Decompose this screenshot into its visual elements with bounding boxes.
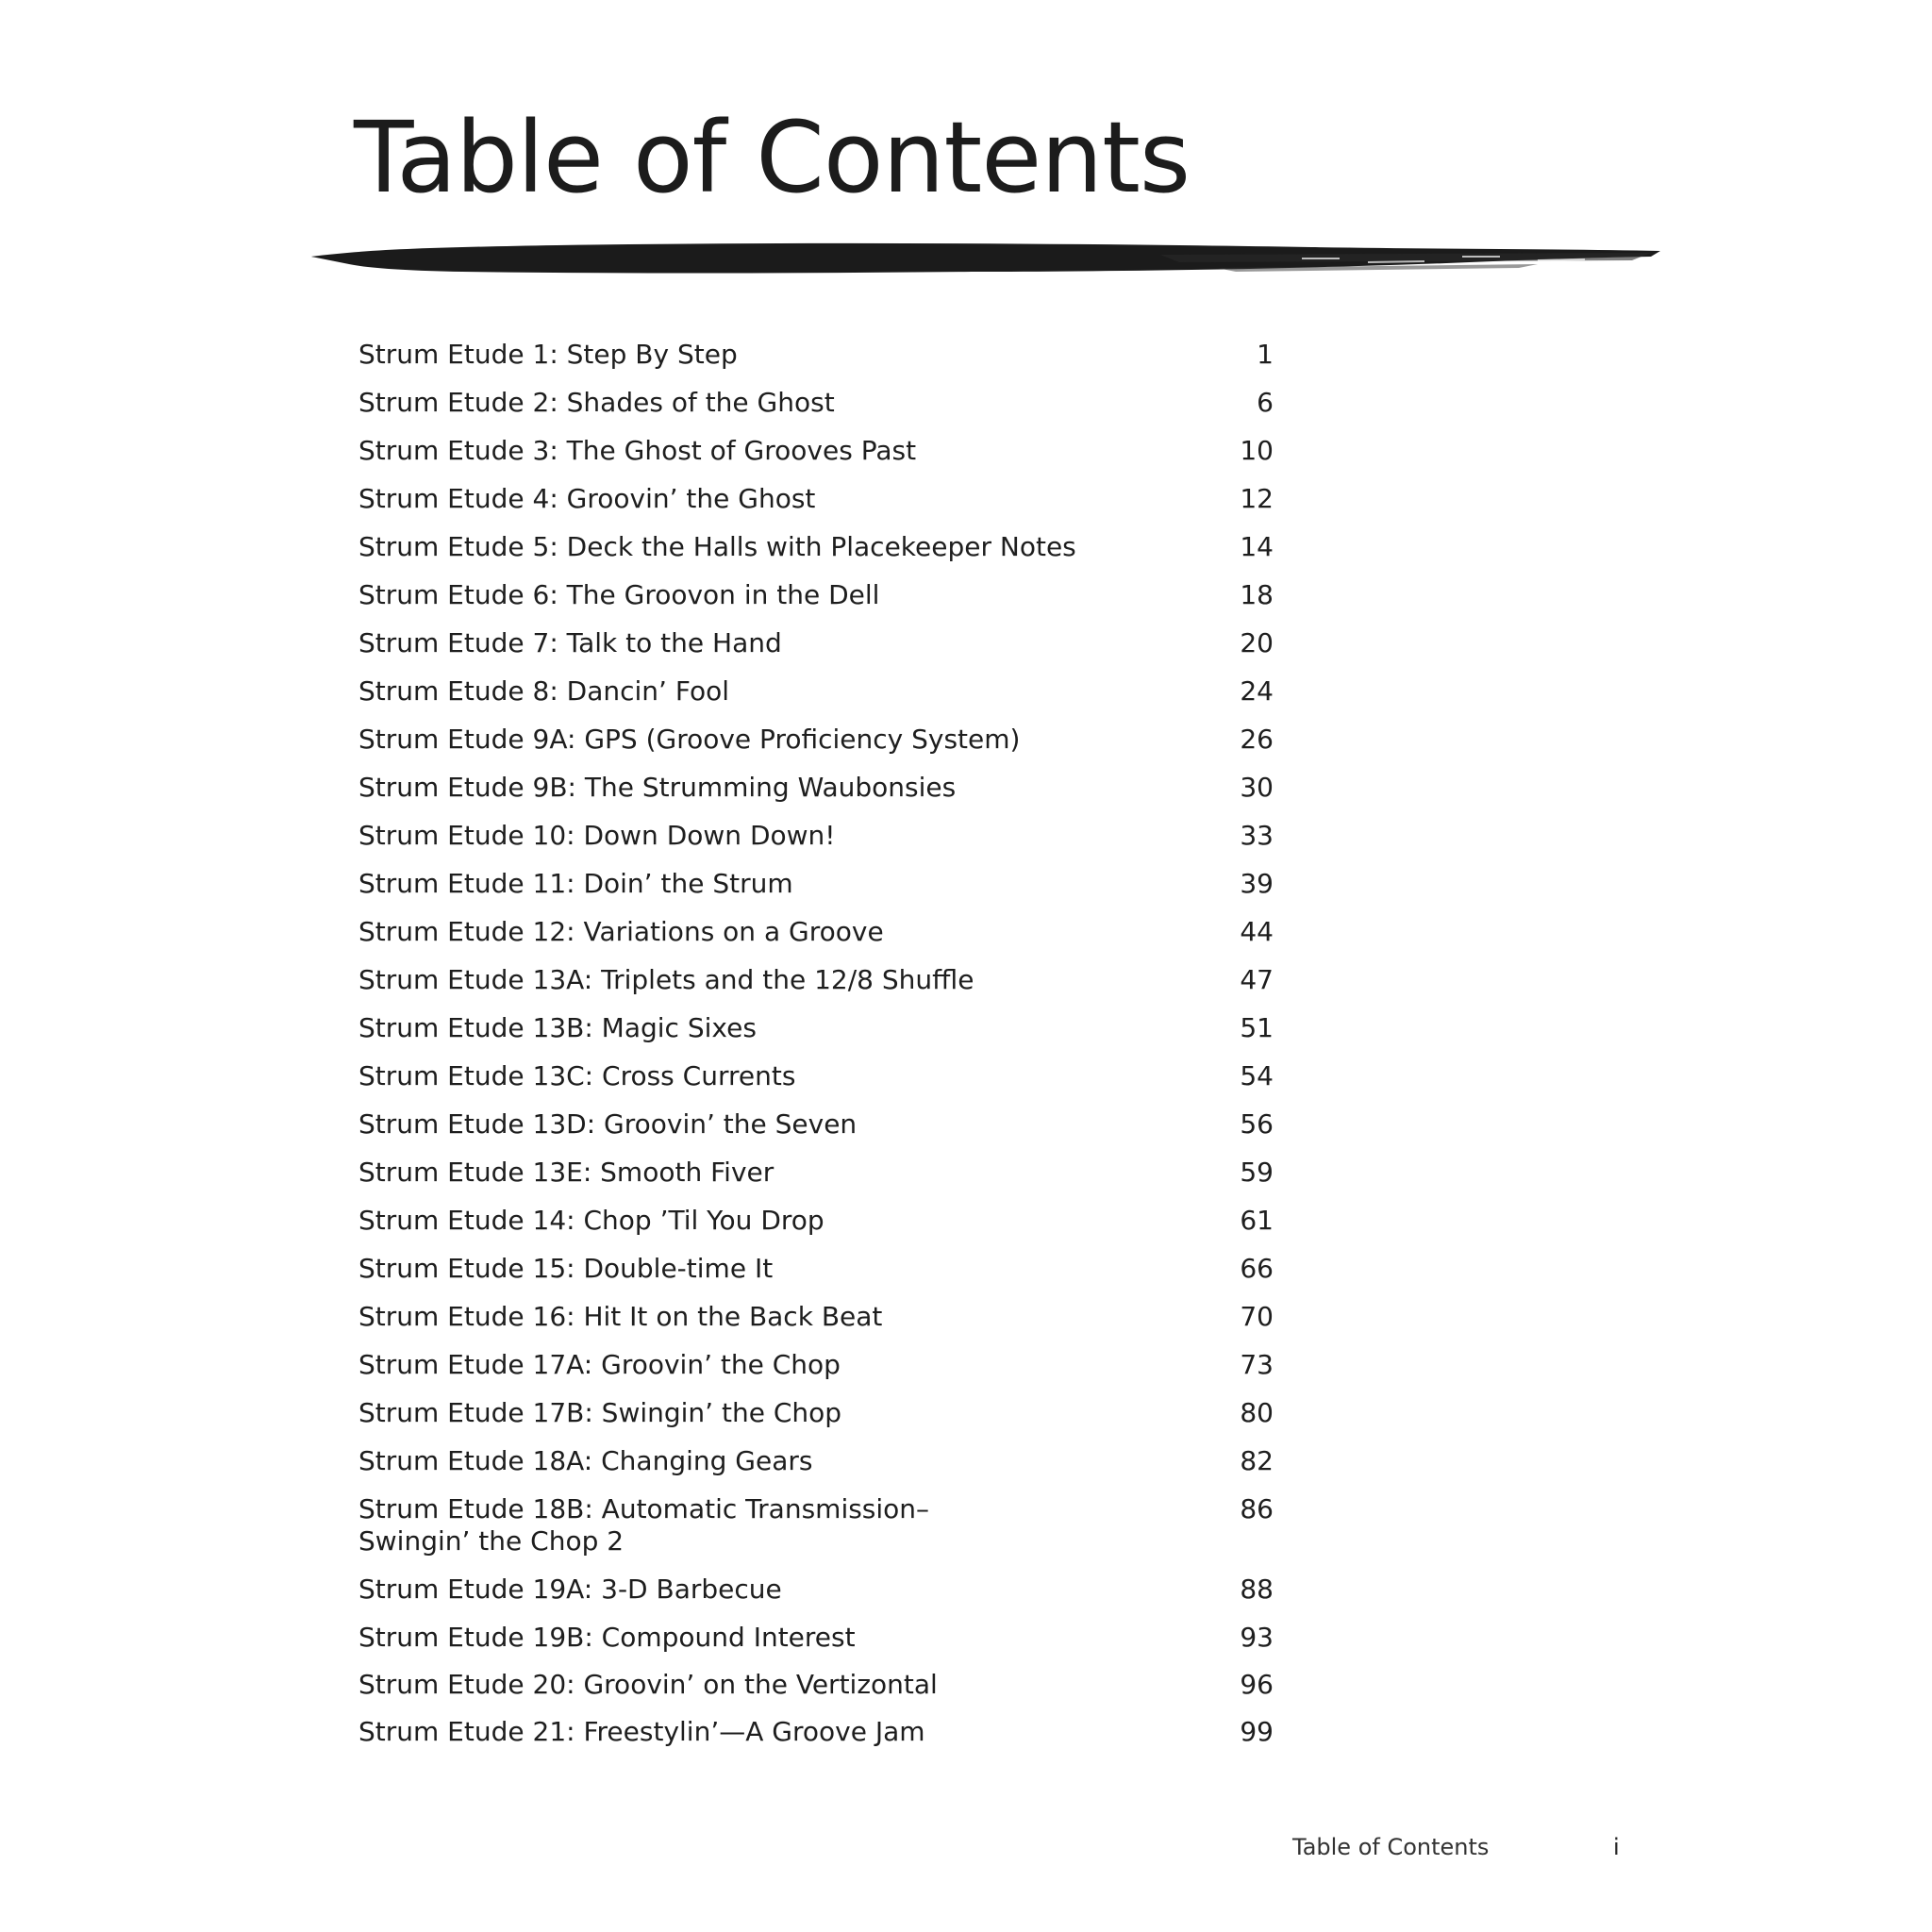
toc-entry[interactable] bbox=[358, 1253, 1274, 1298]
running-footer-label: Table of Contents bbox=[1292, 1834, 1490, 1860]
toc-entry[interactable] bbox=[358, 1157, 1274, 1202]
toc-entry-title: Strum Etude 11: Doin’ the Strum bbox=[358, 868, 793, 899]
toc-entry[interactable] bbox=[358, 435, 1274, 480]
toc-entry-title: Strum Etude 12: Variations on a Groove bbox=[358, 916, 884, 947]
toc-entry[interactable] bbox=[358, 964, 1274, 1009]
toc-entry[interactable] bbox=[358, 483, 1274, 528]
toc-entry[interactable] bbox=[358, 1108, 1274, 1154]
toc-entry[interactable] bbox=[358, 387, 1274, 432]
toc-entry-title: Strum Etude 19B: Compound Interest bbox=[358, 1622, 856, 1653]
toc-entry-page: 6 bbox=[1257, 387, 1274, 418]
toc-entry-title: Strum Etude 13D: Groovin’ the Seven bbox=[358, 1108, 858, 1140]
toc-entry-title: Strum Etude 15: Double-time It bbox=[358, 1253, 774, 1284]
toc-entry-title: Strum Etude 17B: Swingin’ the Chop bbox=[358, 1397, 842, 1428]
toc-entry[interactable] bbox=[358, 1060, 1274, 1106]
toc-entry-title: Strum Etude 13B: Magic Sixes bbox=[358, 1012, 757, 1043]
toc-entry[interactable] bbox=[358, 627, 1274, 673]
toc-entry-title: Strum Etude 1: Step By Step bbox=[358, 339, 738, 370]
toc-entry-page: 70 bbox=[1240, 1301, 1274, 1332]
toc-entry-page: 86 bbox=[1240, 1493, 1274, 1524]
toc-entry[interactable] bbox=[358, 1493, 1274, 1578]
toc-entry-title: Strum Etude 21: Freestylin’—A Groove Jam bbox=[358, 1716, 925, 1747]
toc-entry-page: 73 bbox=[1240, 1349, 1274, 1380]
toc-entry-title: Strum Etude 16: Hit It on the Back Beat bbox=[358, 1301, 883, 1332]
toc-entry-title: Strum Etude 20: Groovin’ on the Vertizontal bbox=[358, 1669, 938, 1700]
toc-entry-page: 47 bbox=[1240, 964, 1274, 995]
toc-entry[interactable] bbox=[358, 1716, 1274, 1761]
toc-entry-page: 44 bbox=[1240, 916, 1274, 947]
toc-entry[interactable] bbox=[358, 1574, 1274, 1619]
toc-entry[interactable] bbox=[358, 772, 1274, 817]
toc-entry-title: Strum Etude 5: Deck the Halls with Placekeeper Notes bbox=[358, 531, 1076, 562]
toc-entry-page: 66 bbox=[1240, 1253, 1274, 1284]
toc-entry-title: Strum Etude 18B: Automatic Transmission– Swingin’ the Chop 2 bbox=[358, 1493, 930, 1557]
toc-entry[interactable] bbox=[358, 1622, 1274, 1667]
toc-entry-title: Strum Etude 8: Dancin’ Fool bbox=[358, 675, 729, 707]
toc-entry-page: 20 bbox=[1240, 627, 1274, 658]
toc-entry-title: Strum Etude 19A: 3-D Barbecue bbox=[358, 1574, 782, 1605]
toc-entry-page: 80 bbox=[1240, 1397, 1274, 1428]
toc-entry-page: 99 bbox=[1240, 1716, 1274, 1747]
page-title: Table of Contents bbox=[354, 100, 1191, 215]
toc-entry-title: Strum Etude 9B: The Strumming Waubonsies bbox=[358, 772, 957, 803]
toc-entry[interactable] bbox=[358, 1205, 1274, 1250]
toc-entry-page: 14 bbox=[1240, 531, 1274, 562]
toc-entry[interactable] bbox=[358, 579, 1274, 625]
toc-entry-title: Strum Etude 18A: Changing Gears bbox=[358, 1445, 813, 1476]
toc-entry-title: Strum Etude 9A: GPS (Groove Proficiency System) bbox=[358, 724, 1021, 755]
toc-entry-page: 61 bbox=[1240, 1205, 1274, 1236]
toc-entry-page: 93 bbox=[1240, 1622, 1274, 1653]
toc-entry[interactable] bbox=[358, 724, 1274, 769]
toc-entry[interactable] bbox=[358, 1669, 1274, 1714]
toc-entry-title: Strum Etude 10: Down Down Down! bbox=[358, 820, 836, 851]
toc-entry[interactable] bbox=[358, 1012, 1274, 1058]
toc-entry-page: 96 bbox=[1240, 1669, 1274, 1700]
toc-entry-title: Strum Etude 13C: Cross Currents bbox=[358, 1060, 796, 1091]
toc-entry-page: 10 bbox=[1240, 435, 1274, 466]
toc-entry[interactable] bbox=[358, 675, 1274, 721]
toc-entry-page: 24 bbox=[1240, 675, 1274, 707]
toc-entry-page: 33 bbox=[1240, 820, 1274, 851]
toc-entry-page: 26 bbox=[1240, 724, 1274, 755]
toc-entry-title: Strum Etude 6: The Groovon in the Dell bbox=[358, 579, 880, 610]
toc-entry[interactable] bbox=[358, 531, 1274, 576]
toc-entry[interactable] bbox=[358, 339, 1274, 384]
toc-entry-title: Strum Etude 7: Talk to the Hand bbox=[358, 627, 782, 658]
toc-entry-page: 18 bbox=[1240, 579, 1274, 610]
toc-entry[interactable] bbox=[358, 868, 1274, 913]
toc-entry[interactable] bbox=[358, 1301, 1274, 1346]
toc-entry-page: 30 bbox=[1240, 772, 1274, 803]
toc-entry-page: 82 bbox=[1240, 1445, 1274, 1476]
toc-entry[interactable] bbox=[358, 916, 1274, 961]
toc-entry-page: 51 bbox=[1240, 1012, 1274, 1043]
toc-entry[interactable] bbox=[358, 820, 1274, 865]
toc-entry-page: 54 bbox=[1240, 1060, 1274, 1091]
toc-entry-title: Strum Etude 2: Shades of the Ghost bbox=[358, 387, 835, 418]
toc-entry-title: Strum Etude 3: The Ghost of Grooves Past bbox=[358, 435, 917, 466]
toc-entry-title: Strum Etude 14: Chop ’Til You Drop bbox=[358, 1205, 824, 1236]
toc-entry[interactable] bbox=[358, 1445, 1274, 1491]
toc-entry-page: 88 bbox=[1240, 1574, 1274, 1605]
toc-entry[interactable] bbox=[358, 1349, 1274, 1394]
toc-entry-title: Strum Etude 13A: Triplets and the 12/8 Shuffle bbox=[358, 964, 974, 995]
toc-entry-title: Strum Etude 17A: Groovin’ the Chop bbox=[358, 1349, 841, 1380]
toc-entry-title: Strum Etude 4: Groovin’ the Ghost bbox=[358, 483, 816, 514]
toc-entry-page: 1 bbox=[1257, 339, 1274, 370]
toc-entry-page: 59 bbox=[1240, 1157, 1274, 1188]
page-number: i bbox=[1613, 1834, 1620, 1860]
toc-entry[interactable] bbox=[358, 1397, 1274, 1442]
toc-entry-title: Strum Etude 13E: Smooth Fiver bbox=[358, 1157, 774, 1188]
toc-entry-page: 56 bbox=[1240, 1108, 1274, 1140]
toc-entry-page: 39 bbox=[1240, 868, 1274, 899]
toc-entry-page: 12 bbox=[1240, 483, 1274, 514]
